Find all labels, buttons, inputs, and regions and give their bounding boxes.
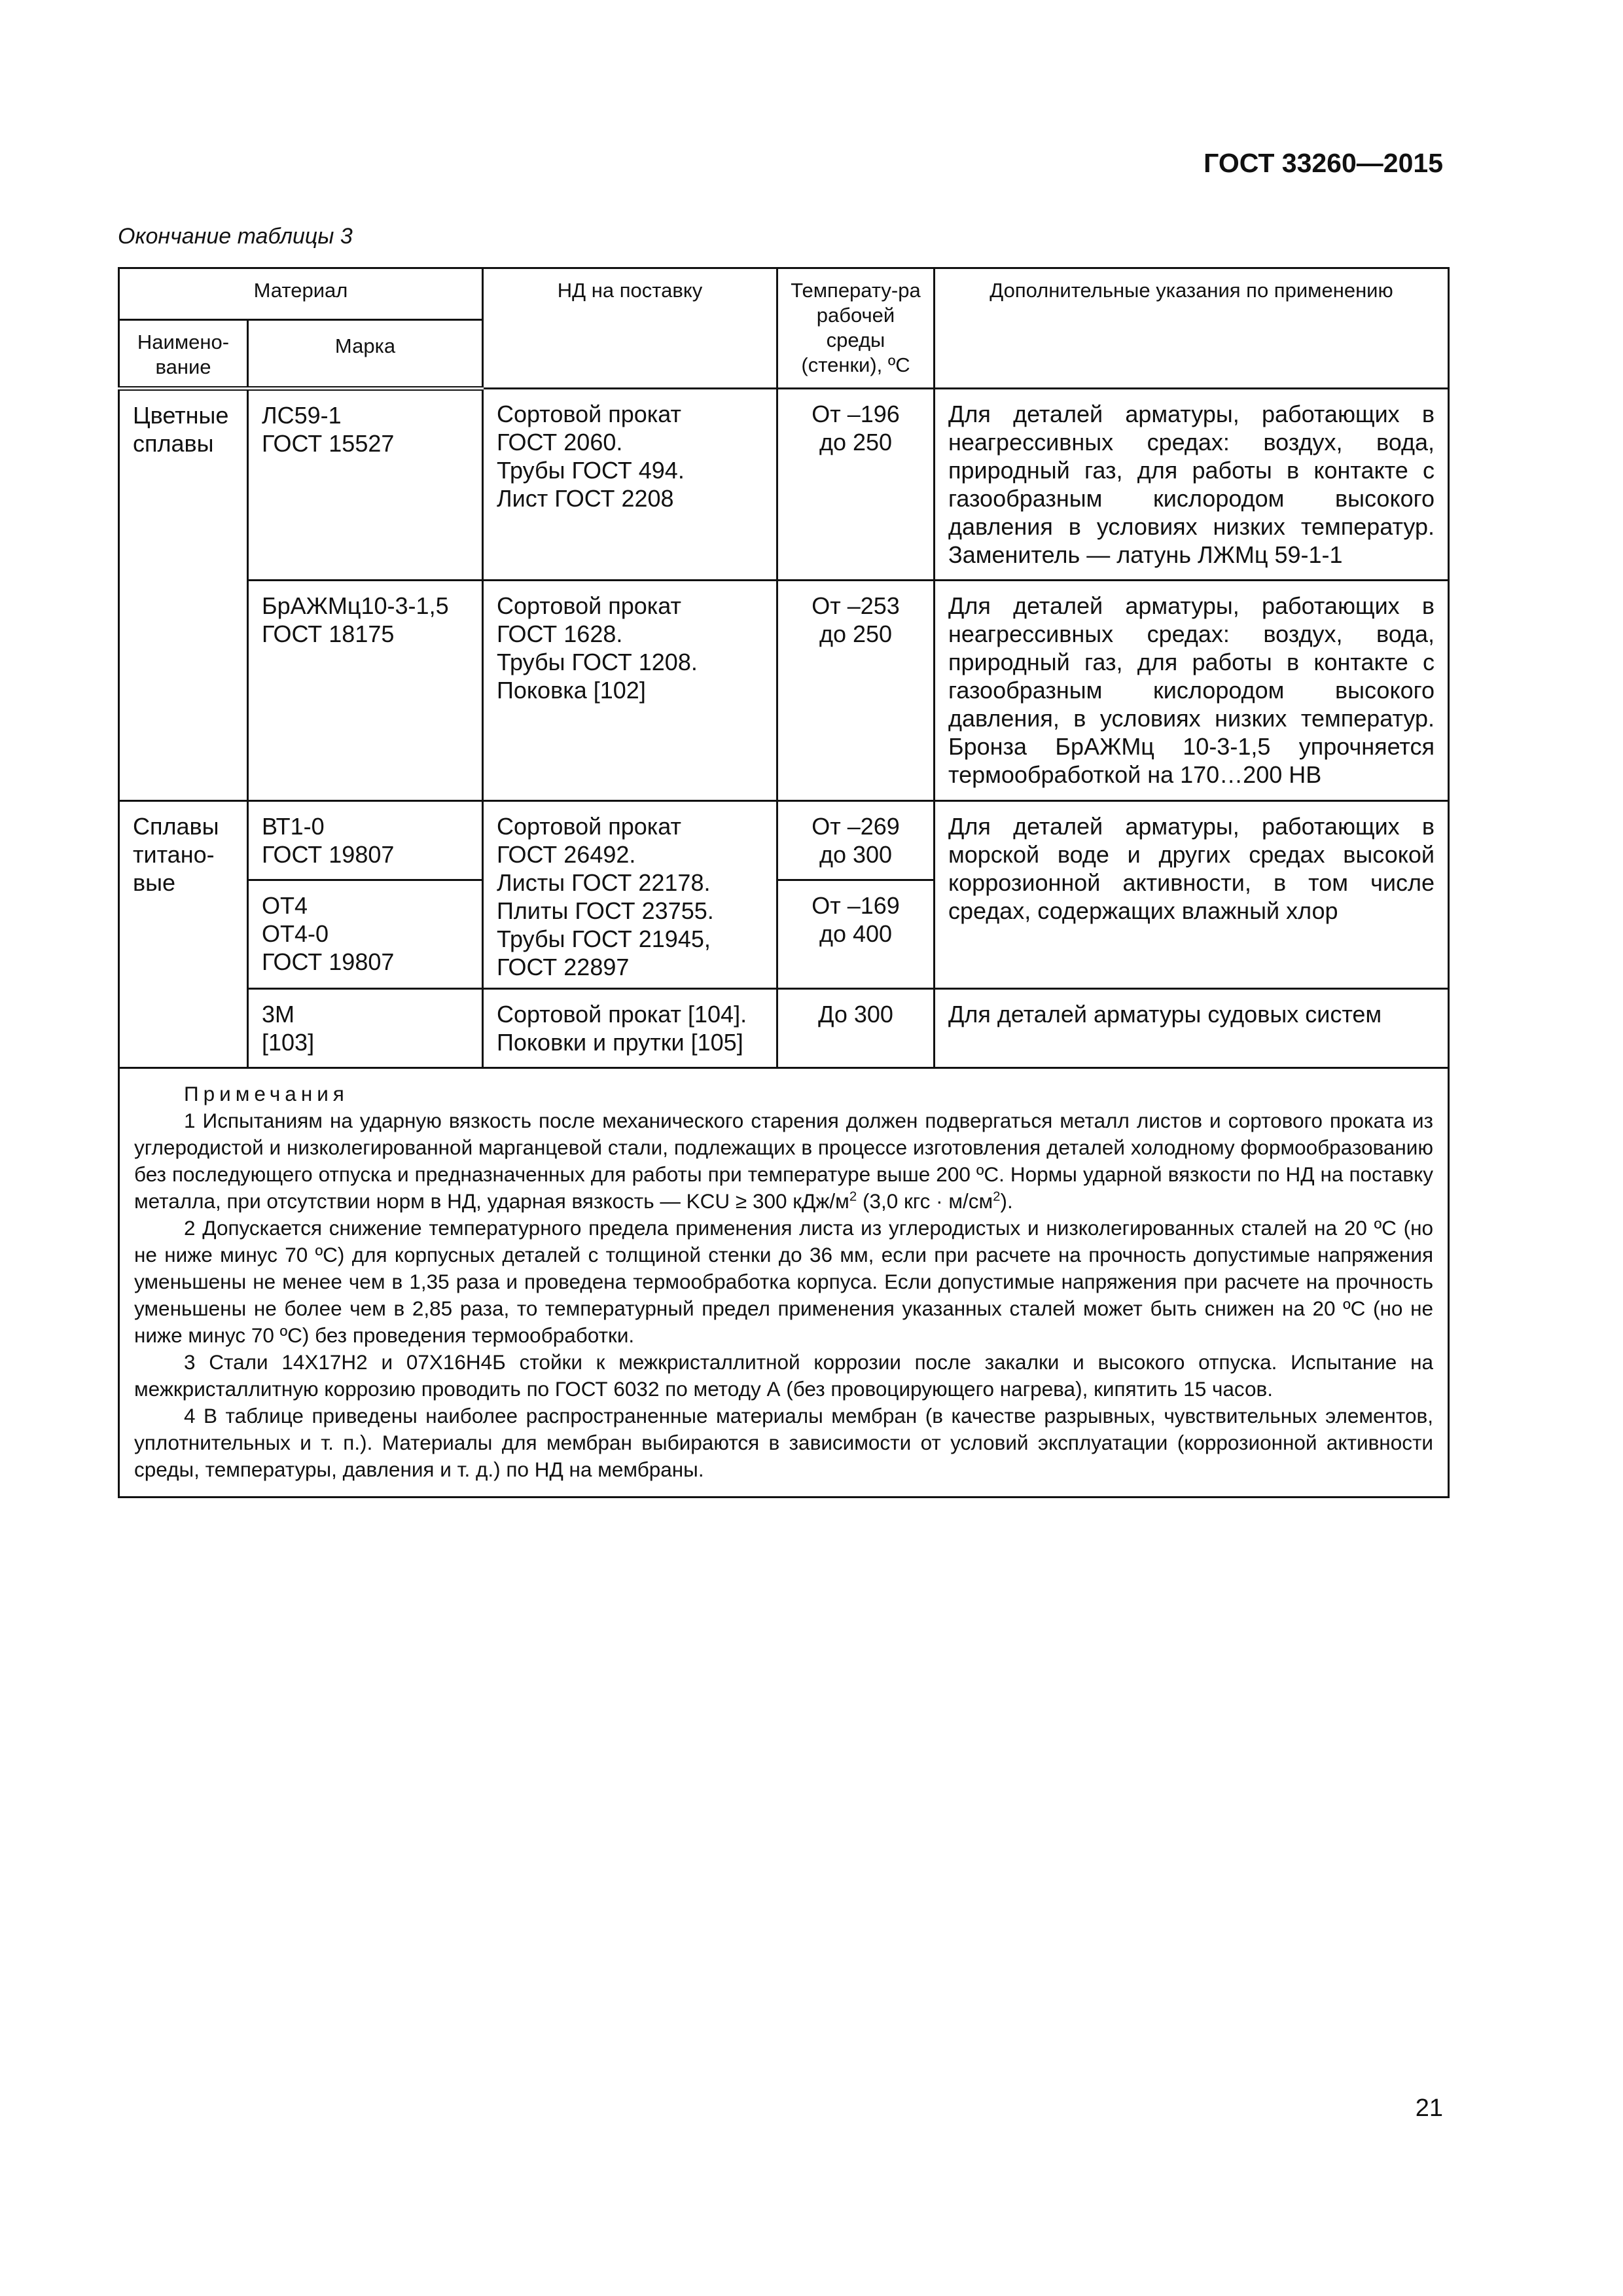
cell-line: ГОСТ 2060. — [497, 429, 623, 456]
cell-line: ГОСТ 18175 — [262, 620, 395, 647]
header-nd: НД на поставку — [483, 268, 777, 389]
nd-cell — [483, 989, 777, 1068]
cell-line: Трубы ГОСТ 21945, — [497, 925, 711, 952]
cell-line: ВТ1-0 — [262, 813, 325, 840]
temp-cell — [777, 581, 935, 801]
cell-line: ОТ4 — [262, 891, 308, 919]
cell-line: ГОСТ 26492. — [497, 841, 636, 868]
cell-line: ЛС59-1 — [262, 402, 342, 429]
cell-line: Листы ГОСТ 22178. — [497, 869, 711, 896]
cell-line: до 250 — [819, 620, 893, 647]
table-row — [119, 581, 1449, 801]
cell-line: От –169 — [812, 891, 900, 919]
nd-cell — [483, 801, 777, 989]
cell-line: Сортовой прокат [104]. — [497, 1001, 747, 1028]
note-2: 2 Допускается снижение температурного предела применения листа из углеродистых и низколегированных сталей на 20 ºC (но не ниже минус 70 ºC) для корпусных деталей с толщиной стенки до 36 мм, если при расчете на прочность допустимые напряжения уменьшены не менее чем в 1,35 раза и проведена термообработка корпуса. Если допустимые напряжения при расчете на прочность уменьшены не более чем в 2,85 раза, то температурный предел применения указанных сталей может быть снижен на 20 ºC (но не ниже минус 70 ºC) без проведения термообработки. — [134, 1216, 1433, 1347]
cell-line: до 250 — [819, 429, 893, 456]
cell-line: ГОСТ 1628. — [497, 620, 623, 647]
table-row — [119, 801, 1449, 880]
cell-line: БрАЖМц10-3-1,5 — [262, 592, 449, 619]
page-number: 21 — [1415, 2094, 1443, 2122]
table-caption: Окончание таблицы 3 — [118, 224, 353, 249]
document-code: ГОСТ 33260—2015 — [1204, 148, 1443, 178]
cell-line: Сортовой прокат — [497, 401, 682, 427]
cell-line: Трубы ГОСТ 1208. — [497, 649, 698, 675]
info-cell: Для деталей арматуры, работающих в морской воде и других средах высокой коррозионной активности, в том числе средах, содержащих влажный хлор — [935, 801, 1449, 989]
cell-line: до 300 — [819, 841, 893, 868]
grade-cell — [248, 389, 483, 581]
note-4: 4 В таблице приведены наиболее распространенные материалы мембран (в качестве разрывных, чувствительных элементов, уплотнительных и т. п.). Материалы для мембран выбираются в зависимости от условий эксплуатации (коррозионной активности среды, температуры, давления и т. д.) по НД на мембраны. — [134, 1404, 1433, 1481]
cell-line: От –269 — [812, 813, 900, 840]
cell-line: От –196 — [812, 401, 900, 427]
cell-line: сплавы — [133, 430, 214, 457]
header-temperature: Температу-ра рабочей среды (стенки), ºC — [777, 268, 935, 389]
cell-line: вые — [133, 869, 176, 896]
info-cell: Для деталей арматуры судовых систем — [935, 989, 1449, 1068]
cell-line: Плиты ГОСТ 23755. — [497, 897, 714, 924]
notes-heading: Примечания — [184, 1082, 349, 1105]
notes-row — [119, 1068, 1449, 1498]
cell-line: 3М — [262, 1001, 295, 1028]
table-row — [119, 989, 1449, 1068]
header-name: Наимено-вание — [119, 320, 248, 389]
table-row — [119, 389, 1449, 581]
cell-line: ОТ4-0 — [262, 920, 329, 947]
header-notes: Дополнительные указания по применению — [935, 268, 1449, 389]
header-material: Материал — [119, 268, 483, 320]
table-header-row — [119, 268, 1449, 320]
header-grade: Марка — [248, 320, 483, 389]
cell-line: ГОСТ 19807 — [262, 841, 395, 868]
nd-cell — [483, 581, 777, 801]
cell-line: ГОСТ 15527 — [262, 430, 395, 457]
table-notes — [119, 1068, 1449, 1498]
info-cell: Для деталей арматуры, работающих в неагрессивных средах: воздух, вода, природный газ, для работы в контакте с газообразным кислородом высокого давления, в условиях низких температур. Бронза БрАЖМц 10-3-1,5 упрочняется термообработкой на 170…200 НВ — [935, 581, 1449, 801]
cell-line: Лист ГОСТ 2208 — [497, 485, 674, 512]
cell-line: [103] — [262, 1029, 315, 1056]
cell-line: ГОСТ 22897 — [497, 954, 630, 980]
temp-cell — [777, 801, 935, 880]
temp-cell — [777, 389, 935, 581]
nd-cell — [483, 389, 777, 581]
grade-cell — [248, 880, 483, 988]
note-3: 3 Стали 14Х17Н2 и 07Х16Н4Б стойки к межкристаллитной коррозии после закалки и высокого отпуска. Испытание на межкристаллитную коррозию проводить по ГОСТ 6032 по методу А (без провоцирующего нагрева), кипятить 15 часов. — [134, 1350, 1433, 1401]
cell-line: ГОСТ 19807 — [262, 948, 395, 975]
note-1: 1 Испытаниям на ударную вязкость после механического старения должен подвергаться металл листов и сортового проката из углеродистой и низколегированной марганцевой стали, подлежащих в процессе изготовления деталей холодному формообразованию без последующего отпуска и предназначенных для работы при температуре выше 200 ºC. Нормы ударной вязкости по НД на поставку металла, при отсутствии норм в НД, ударная вязкость — KCU ≥ 300 кДж/$м^2$ (3,0 кгс · $м/см^2$). — [134, 1109, 1433, 1213]
cell-line: Трубы ГОСТ 494. — [497, 457, 685, 484]
cell-line: титано- — [133, 841, 215, 868]
grade-cell — [248, 801, 483, 880]
temp-cell — [777, 880, 935, 988]
temp-cell — [777, 989, 935, 1068]
info-cell: Для деталей арматуры, работающих в неагрессивных средах: воздух, вода, природный газ, для работы в контакте с газообразным кислородом высокого давления в условиях низких температур. Заменитель — латунь ЛЖМц 59-1-1 — [935, 389, 1449, 581]
materials-table — [118, 267, 1450, 1498]
cell-line: до 400 — [819, 920, 893, 947]
cell-line: Поковки и прутки [105] — [497, 1029, 743, 1056]
cell-line: До 300 — [818, 1001, 893, 1028]
group-nonferrous — [119, 389, 248, 801]
cell-line: Сортовой прокат — [497, 813, 682, 840]
cell-line: Поковка [102] — [497, 677, 646, 704]
cell-line: Сортовой прокат — [497, 592, 682, 619]
grade-cell — [248, 581, 483, 801]
grade-cell — [248, 989, 483, 1068]
cell-line: От –253 — [812, 592, 900, 619]
cell-line: Цветные — [133, 402, 229, 429]
cell-line: Сплавы — [133, 813, 219, 840]
group-titanium — [119, 801, 248, 1068]
